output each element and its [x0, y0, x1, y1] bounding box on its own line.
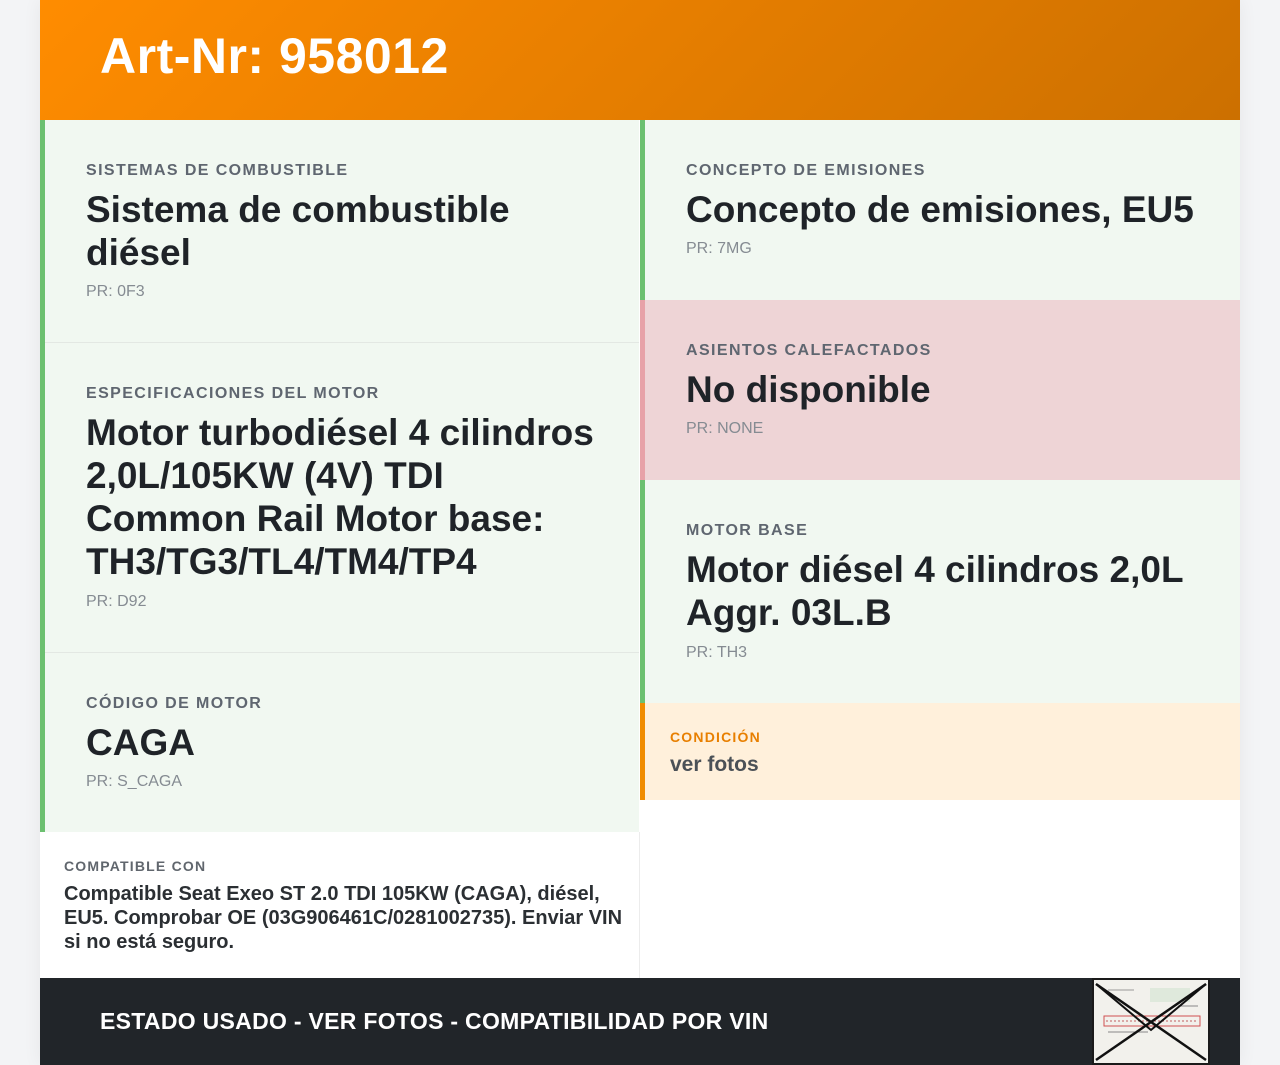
- spec-value: Concepto de emisiones, EU5: [686, 189, 1194, 230]
- spec-card-fuel-system: [40, 120, 639, 343]
- spec-card-heated-seats: [640, 300, 1240, 480]
- spec-label: SISTEMAS DE COMBUSTIBLE: [86, 162, 349, 179]
- spec-pr-code: PR: D92: [86, 593, 147, 610]
- spec-value: CAGA: [86, 722, 195, 763]
- spec-value: Sistema de combustible diésel: [86, 189, 510, 273]
- spec-pr-code: PR: TH3: [686, 644, 748, 661]
- compatibility-text: Compatible Seat Exeo ST 2.0 TDI 105KW (CAGA), diésel, EU5. Comprobar OE (03G906461C/0281002735). Enviar VIN si no está seguro.: [64, 883, 623, 953]
- spec-card-emissions: [640, 120, 1240, 300]
- spec-label: MOTOR BASE: [686, 522, 809, 539]
- condition-label: CONDICIÓN: [670, 729, 761, 745]
- document-photo-icon: [1094, 980, 1208, 1063]
- page-header: [40, 0, 1240, 120]
- page-title: Art-Nr: 958012: [100, 28, 449, 84]
- spec-label: CONCEPTO DE EMISIONES: [686, 162, 926, 179]
- spec-label: ESPECIFICACIONES DEL MOTOR: [86, 385, 380, 402]
- compatibility-label: COMPATIBLE CON: [64, 858, 207, 874]
- spec-value: Motor diésel 4 cilindros 2,0L Aggr. 03L.B: [686, 549, 1183, 633]
- spec-pr-code: PR: S_CAGA: [86, 773, 183, 790]
- spec-card-engine-code: [40, 653, 639, 832]
- spec-pr-code: PR: 0F3: [86, 283, 145, 300]
- condition-value: ver fotos: [670, 753, 759, 776]
- spec-label: ASIENTOS CALEFACTADOS: [686, 342, 932, 359]
- spec-value: No disponible: [686, 369, 931, 410]
- spec-card-engine-specs: [40, 343, 639, 653]
- footer-banner-text: ESTADO USADO - VER FOTOS - COMPATIBILIDAD POR VIN: [100, 1008, 769, 1034]
- spec-label: CÓDIGO DE MOTOR: [86, 695, 263, 712]
- spec-card-base-engine: [640, 480, 1240, 703]
- product-page: [40, 0, 1240, 1065]
- page-footer: [40, 978, 1240, 1065]
- spec-pr-code: PR: NONE: [686, 420, 764, 437]
- condition-card: [640, 703, 1240, 800]
- spec-pr-code: PR: 7MG: [686, 240, 752, 257]
- compatibility-section: [40, 832, 640, 978]
- document-photo-thumbnail[interactable]: [1092, 978, 1210, 1065]
- spec-value: Motor turbodiésel 4 cilindros 2,0L/105KW (4V) TDI Common Rail Motor base: TH3/TG3/TL4/TM4/TP4: [86, 412, 594, 582]
